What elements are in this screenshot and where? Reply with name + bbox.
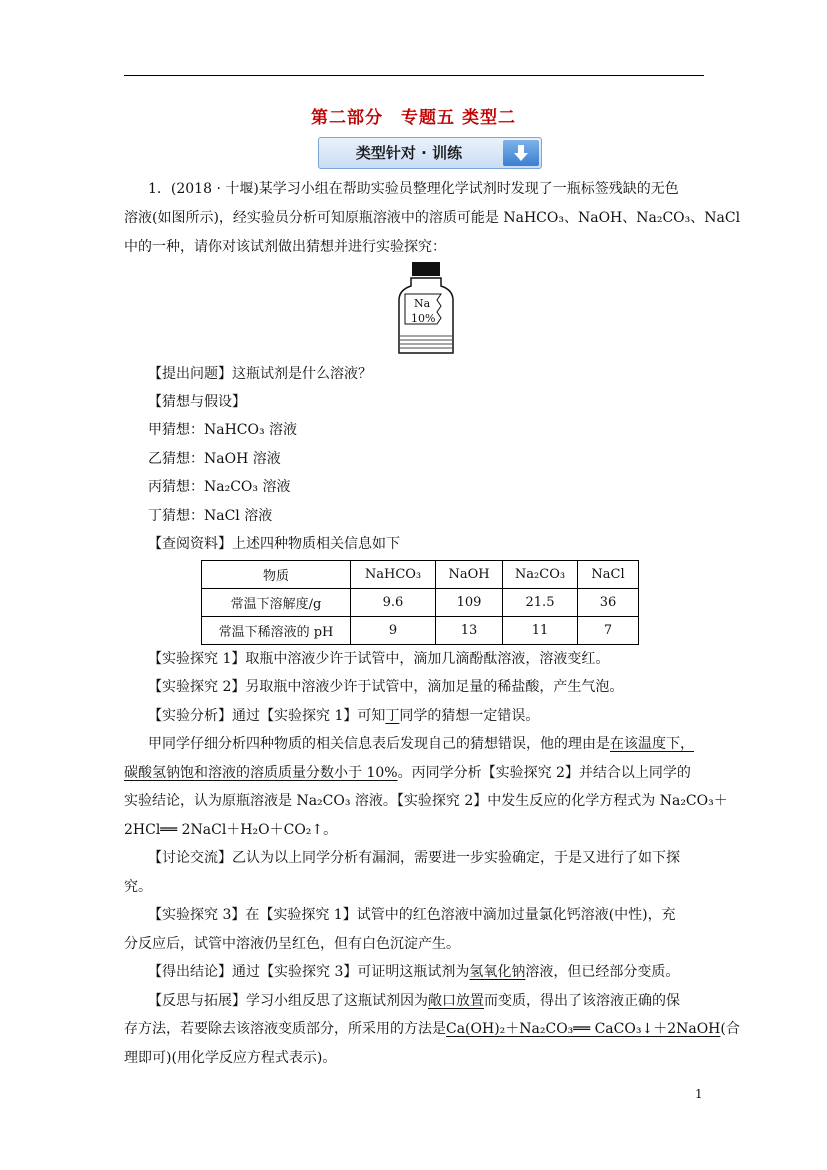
- reason-prefix: 甲同学仔细分析四种物质的相关信息表后发现自己的猜想错误，他的理由是: [148, 736, 610, 752]
- bottle-label-line-1: Na: [414, 297, 431, 310]
- reflection-line-2: [124, 1019, 740, 1039]
- table-cell: 9.6: [351, 589, 436, 617]
- table-cell: 11: [503, 617, 578, 645]
- hypothesis-b: 乙猜想：NaOH 溶液: [148, 451, 281, 467]
- banner-label: 类型针对 · 训练: [355, 144, 463, 162]
- section-title: 第二部分 专题五 类型二: [311, 108, 516, 128]
- table-cell: 109: [436, 589, 503, 617]
- result-suffix: 溶液，但已经部分变质。: [525, 964, 680, 980]
- hypothesis-c: 丙猜想：Na₂CO₃ 溶液: [148, 479, 291, 495]
- table-cell: 36: [578, 589, 639, 617]
- table-header-cell: NaOH: [436, 561, 503, 589]
- reflection-suffix-2: (合: [720, 1021, 740, 1037]
- result-line: [148, 962, 704, 982]
- reflection-line-3: 理即可)(用化学反应方程式表示)。: [124, 1050, 337, 1066]
- hypothesis-a: 甲猜想：NaHCO₃ 溶液: [148, 422, 298, 438]
- intro-line-3: 中的一种，请你对该试剂做出猜想并进行实验探究：: [124, 239, 446, 255]
- table-cell: 21.5: [503, 589, 578, 617]
- ask-line: 【提出问题】这瓶试剂是什么溶液？: [148, 366, 372, 382]
- table-header-cell: 物质: [202, 561, 351, 589]
- hypothesis-d: 丁猜想：NaCl 溶液: [148, 508, 273, 524]
- table-row: [202, 617, 639, 645]
- table-cell: 13: [436, 617, 503, 645]
- analysis-line: [148, 706, 704, 726]
- training-banner: [318, 137, 542, 169]
- reason-line-2: [124, 763, 691, 783]
- table-header-row: [202, 561, 639, 589]
- table-header-cell: NaHCO₃: [351, 561, 436, 589]
- table-cell: 常温下溶解度/g: [202, 589, 351, 617]
- intro-line-2: 溶液(如图所示)，经实验员分析可知原瓶溶液中的溶质可能是 NaHCO₃、NaOH、Na₂CO₃、NaCl: [124, 210, 741, 226]
- table-cell: 7: [578, 617, 639, 645]
- result-prefix: 【得出结论】通过【实验探究 3】可证明这瓶试剂为: [148, 964, 470, 980]
- reflection-answer-1: 敞口放置: [428, 993, 484, 1009]
- discussion-line-2: 究。: [124, 879, 152, 895]
- bottle-label-line-2: 10%: [411, 312, 436, 325]
- reason-answer-1: 在该温度下，: [610, 736, 694, 752]
- result-answer: 氢氧化钠: [469, 964, 526, 980]
- reflection-line-1: [148, 991, 704, 1011]
- analysis-prefix: 【实验分析】通过【实验探究 1】可知: [148, 708, 386, 724]
- reflection-answer-2: Ca(OH)₂＋Na₂CO₃══ CaCO₃↓＋2NaOH: [446, 1021, 721, 1037]
- table-row: [202, 589, 639, 617]
- reagent-bottle-figure: [397, 260, 455, 360]
- table-header-cell: Na₂CO₃: [503, 561, 578, 589]
- experiment-1: 【实验探究 1】取瓶中溶液少许于试管中，滴加几滴酚酞溶液，溶液变红。: [148, 651, 610, 667]
- intro-line-1: 1．(2018 · 十堰)某学习小组在帮助实验员整理化学试剂时发现了一瓶标签残缺的无色: [148, 181, 679, 197]
- table-cell: 常温下稀溶液的 pH: [202, 617, 351, 645]
- conclusion-line: 实验结论，认为原瓶溶液是 Na₂CO₃ 溶液。【实验探究 2】中发生反应的化学方程式为 Na₂CO₃＋: [124, 793, 728, 809]
- reference-line: 【查阅资料】上述四种物质相关信息如下: [148, 536, 400, 552]
- reflection-prefix-2: 存方法，若要除去该溶液变质部分，所采用的方法是: [124, 1021, 446, 1037]
- table-cell: 9: [351, 617, 436, 645]
- reflection-prefix: 【反思与拓展】学习小组反思了这瓶试剂因为: [148, 993, 428, 1009]
- analysis-suffix: 同学的猜想一定错误。: [399, 708, 540, 724]
- experiment-2: 【实验探究 2】另取瓶中溶液少许于试管中，滴加足量的稀盐酸，产生气泡。: [148, 679, 624, 695]
- equation-line: 2HCl══ 2NaCl＋H₂O＋CO₂↑。: [124, 822, 338, 838]
- down-arrow-icon: [503, 140, 539, 166]
- experiment-3-line-1: 【实验探究 3】在【实验探究 1】试管中的红色溶液中滴加过量氯化钙溶液(中性)，充: [148, 907, 676, 923]
- table-header-cell: NaCl: [578, 561, 639, 589]
- page-number: 1: [695, 1087, 703, 1101]
- reason-suffix: 。丙同学分析【实验探究 2】并结合以上同学的: [397, 765, 691, 781]
- reflection-suffix-1: 而变质，得出了该溶液正确的保: [484, 993, 680, 1009]
- discussion-line-1: 【讨论交流】乙认为以上同学分析有漏洞，需要进一步实验确定，于是又进行了如下探: [148, 850, 680, 866]
- reason-line-1: [148, 734, 704, 754]
- hypothesis-heading: 【猜想与假设】: [148, 394, 246, 410]
- analysis-answer: 丁: [385, 708, 400, 724]
- header-rule: [124, 75, 704, 76]
- experiment-3-line-2: 分反应后，试管中溶液仍呈红色，但有白色沉淀产生。: [124, 936, 460, 952]
- property-table: [201, 560, 639, 645]
- reason-answer-2: 碳酸氢钠饱和溶液的溶质质量分数小于 10%: [124, 765, 398, 781]
